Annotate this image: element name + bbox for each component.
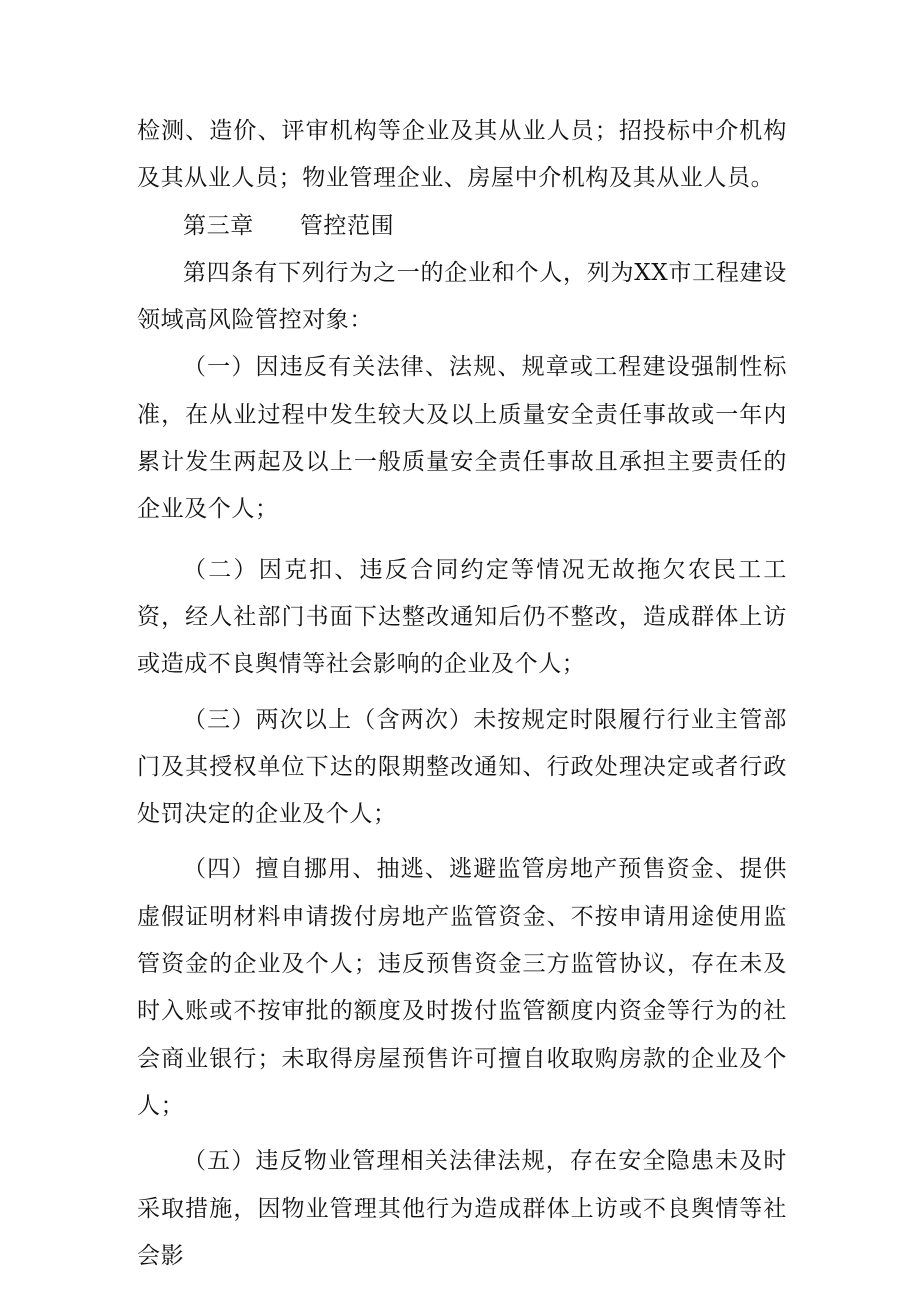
chapter-number: 第三章 — [183, 212, 254, 239]
article-4: 第四条有下列行为之一的企业和个人，列为XX市工程建设领域高风险管控对象： — [137, 259, 787, 334]
paragraph-continued: 检测、造价、评审机构等企业及其从业人员；招投标中介机构及其从业人员；物业管理企业、房屋中介机构及其从业人员。 — [137, 118, 787, 192]
document-body — [137, 108, 787, 1280]
item-5: （五）违反物业管理相关法律法规，存在安全隐患未及时采取措施，因物业管理其他行为造成群体上访或不良舆情等社会影 — [137, 1148, 787, 1269]
chapter-title: 管控范围 — [299, 212, 395, 239]
item-3: （三）两次以上（含两次）未按规定时限履行行业主管部门及其授权单位下达的限期整改通知、行政处理决定或者行政处罚决定的企业及个人； — [137, 706, 787, 828]
item-1: （一）因违反有关法律、法规、规章或工程建设强制性标准，在从业过程中发生较大及以上质量安全责任事故或一年内累计发生两起及以上一般质量安全责任事故且承担主要责任的企业及个人； — [137, 354, 787, 523]
item-4: （四）擅自挪用、抽逃、逃避监管房地产预售资金、提供虚假证明材料申请拨付房地产监管资金、不按申请用途使用监管资金的企业及个人；违反预售资金三方监管协议，存在未及时入账或不按审批的额度及时拨付监管额度内资金等行为的社会商业银行；未取得房屋预售许可擅自收取购房款的企业及个人； — [137, 856, 787, 1119]
item-2: （二）因克扣、违反合同约定等情况无故拖欠农民工工资，经人社部门书面下达整改通知后仍不整改，造成群体上访或造成不良舆情等社会影响的企业及个人； — [137, 556, 787, 678]
chapter-heading — [137, 203, 787, 250]
